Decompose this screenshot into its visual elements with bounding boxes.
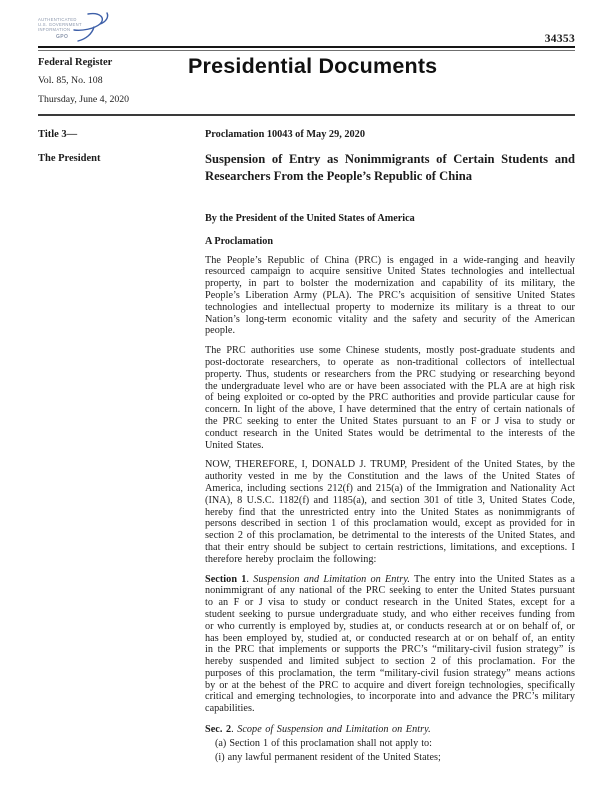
- paragraph-1: The People’s Republic of China (PRC) is engaged in a wide-ranging and heavily resourced campaign to acquire sensitive United States technologies and intellectual property, in part to bolster the modernization and capability of its military, the People’s Liberation Army (PLA). The PRC’s acquisition of sensitive United States technologies and intellectual property to modernize its military is a threat to our Nation’s long-term economic vitality and the safety and security of the American people.: [205, 254, 575, 337]
- president-label: The President: [38, 152, 101, 164]
- gpo-seal-icon: [36, 10, 132, 46]
- byline: By the President of the United States of America: [205, 212, 415, 224]
- section-1-label: Section 1: [205, 573, 247, 585]
- document-body: [38, 116, 575, 765]
- margin-column: [38, 128, 205, 765]
- svg-text:AUTHENTICATED: AUTHENTICATED: [38, 17, 77, 22]
- section-2-item-i: (i) any lawful permanent resident of the United States;: [215, 752, 441, 764]
- page-header-strip: [38, 8, 575, 46]
- volume-line: Vol. 85, No. 108: [38, 74, 103, 86]
- publication-title: Federal Register: [38, 56, 113, 68]
- gpo-authentication-logo: [36, 10, 132, 51]
- paragraph-3: NOW, THEREFORE, I, DONALD J. TRUMP, President of the United States, by the authority vested in me by the Constitution and the laws of the United States of America, including sections 212(f) and 215(a) of the Immigration and Nationality Act (INA), 8 U.S.C. 1182(f) and 1185(a), and section 301 of title 3, United States Code, hereby find that the unrestricted entry into the United States as nonimmigrants of persons described in section 1 of this proclamation would, except as provided for in section 2 of this proclamation, be detrimental to the interests of the United States, and that their entry should be subject to certain restrictions, limitations, and exceptions. I therefore hereby proclaim the following:: [205, 459, 575, 565]
- section-banner: Presidential Documents: [188, 53, 438, 78]
- proclamation-column: [205, 128, 575, 765]
- section-2-item-a: (a) Section 1 of this proclamation shall not apply to:: [215, 737, 432, 749]
- proclamation-title: Suspension of Entry as Nonimmigrants of Certain Students and Researchers From the People’s Republic of China: [205, 151, 575, 184]
- section-2-heading-line: [205, 724, 575, 736]
- section-1-heading: Suspension and Limitation on Entry.: [253, 573, 410, 585]
- section-1-paragraph: [205, 574, 575, 716]
- section-1-text: The entry into the United States as a nonimmigrant of any national of the PRC seeking to enter the United States pursuant to an F or J visa to study or conduct research in the United States, except for a student seeking to pursue undergraduate study, and who either receives funding from or who currently is employed by, studies at, or conducts research at or on behalf of, or has been employed by, studied at, or conducted research at or on behalf of, an entity in the PRC that implements or supports the PRC’s “military-civil fusion strategy” is hereby suspended and limited subject to section 2 of this proclamation. For the purposes of this proclamation, the term “military-civil fusion strategy” means actions by or at the behest of the PRC to acquire and divert foreign technologies, specifically critical and emerging technologies, to incorporate into and advance the PRC’s military capabilities.: [205, 573, 575, 715]
- page-number: 34353: [544, 33, 575, 45]
- section-2-label: Sec. 2: [205, 724, 232, 736]
- section-2-dot: .: [231, 724, 238, 736]
- masthead: [38, 51, 575, 114]
- a-proclamation-heading: A Proclamation: [205, 235, 274, 247]
- svg-text:INFORMATION: INFORMATION: [38, 27, 71, 32]
- section-1-dot: .: [246, 573, 254, 585]
- title3-label: Title 3—: [38, 128, 78, 140]
- section-2-heading: Scope of Suspension and Limitation on Entry.: [237, 724, 431, 736]
- svg-text:U.S. GOVERNMENT: U.S. GOVERNMENT: [38, 22, 82, 27]
- gpo-swoosh: [74, 13, 108, 41]
- proclamation-number-line: Proclamation 10043 of May 29, 2020: [205, 128, 365, 140]
- paragraph-2: The PRC authorities use some Chinese students, mostly post-graduate students and post-doctorate researchers, to operate as non-traditional collectors of intellectual property. Thus, students or researchers from the PRC studying or researching beyond the undergraduate level who are or have been associated with the PLA are at high risk of being exploited or co-opted by the PRC authorities and provide particular cause for concern. In light of the above, I have determined that the entry of certain nationals of the PRC seeking to enter the United States pursuant to an F or J visa to study or conduct research in the United States would be detrimental to the interests of the United States.: [205, 345, 575, 451]
- date-line: Thursday, June 4, 2020: [38, 93, 130, 105]
- svg-text:GPO: GPO: [56, 34, 69, 40]
